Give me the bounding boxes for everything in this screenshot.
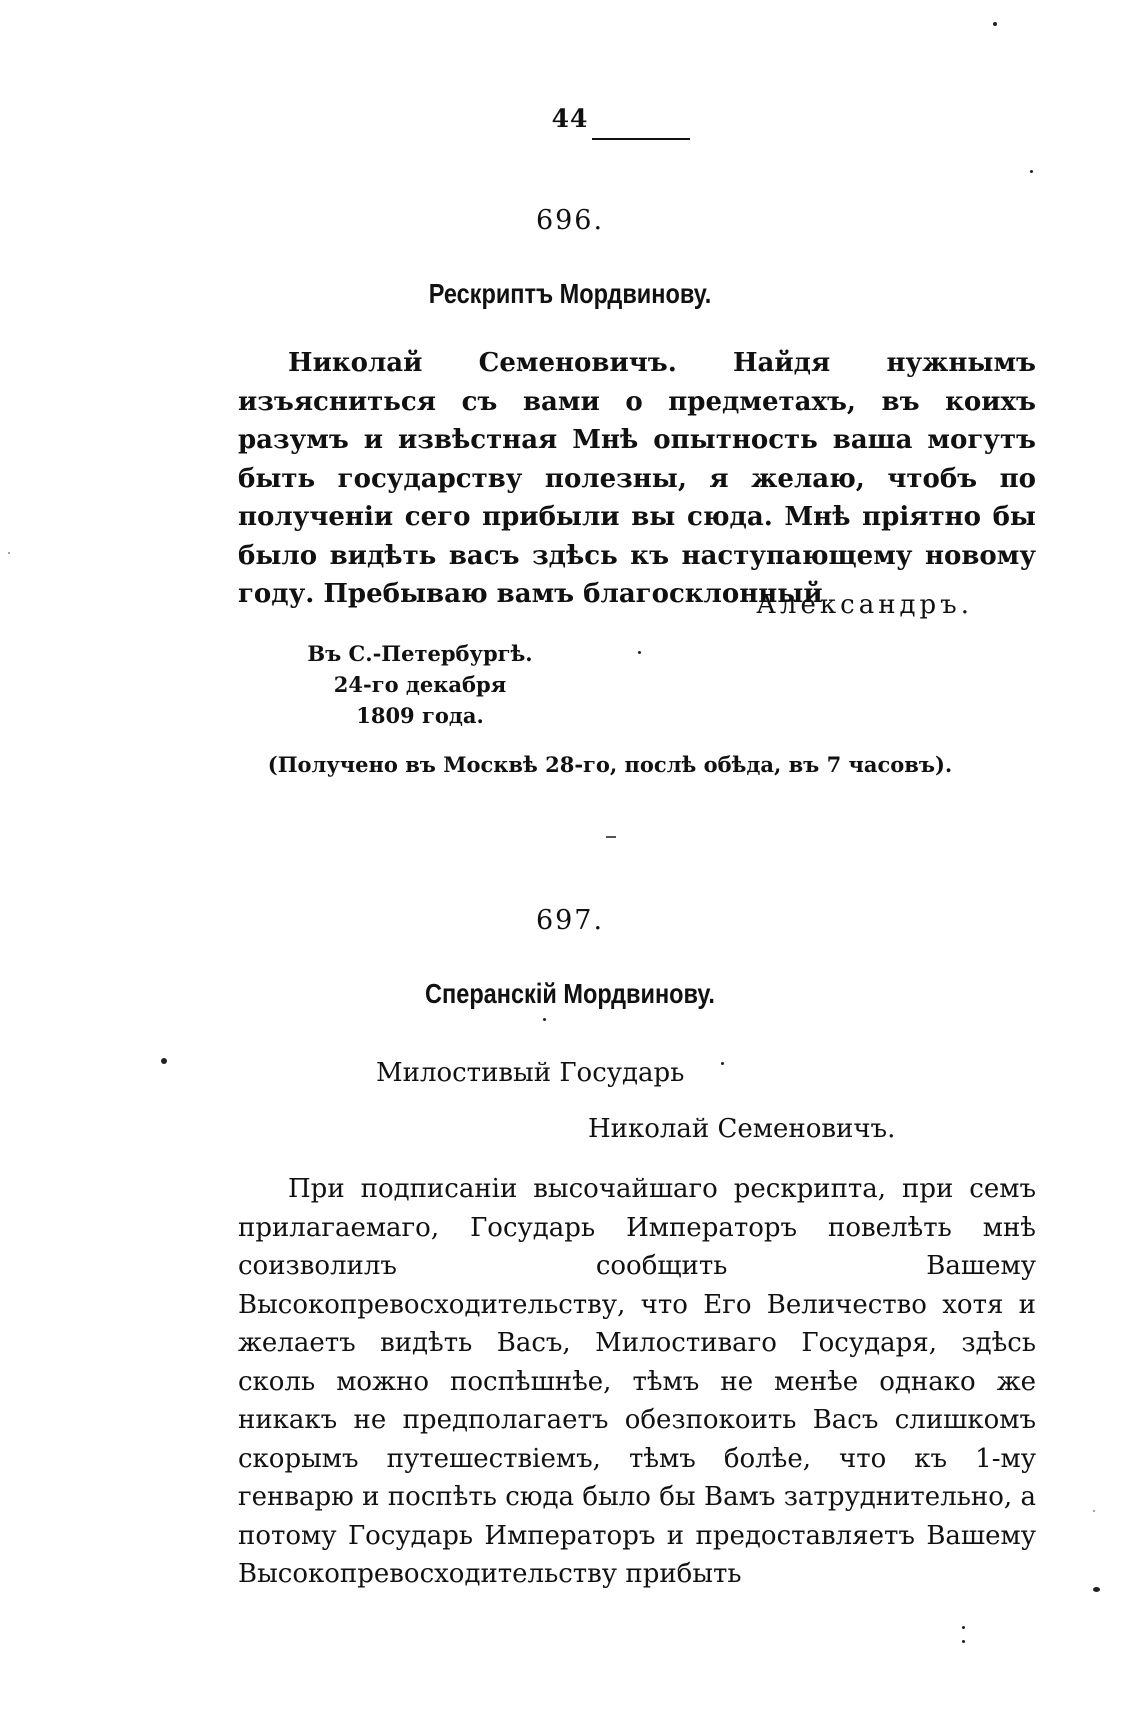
scan-speck <box>543 1018 546 1021</box>
separator-dash <box>606 836 616 838</box>
doc2-title: Сперанскій Мордвинову. <box>425 978 715 1009</box>
scan-speck <box>993 22 997 26</box>
page-number-rule <box>592 138 690 140</box>
doc1-signature: Александръ. <box>756 590 973 620</box>
scan-speck <box>721 1062 724 1065</box>
doc2-body: При подписаніи высочайшаго рескрипта, при семъ прилагаемаго, Государь Императоръ повелѣть мнѣ соизволилъ сообщить Вашему Высокопревосходительству, что Его Величество хотя и желаетъ видѣть Васъ, Милостиваго Государя, здѣсь сколь можно поспѣшнѣе, тѣмъ не менѣе однако же никакъ не предполагаетъ обезпокоить Васъ слишкомъ скорымъ путешествіемъ, тѣмъ болѣе, что къ 1-му генварю и поспѣть сюда было бы Вамъ затруднительно, а потому Государь Императоръ и предоставляетъ Вашему Высокопревосходительству прибыть <box>238 1174 1036 1589</box>
scan-speck <box>1093 1587 1100 1592</box>
scan-speck <box>161 1058 167 1064</box>
scan-speck <box>1093 1510 1095 1512</box>
doc1-received-note: (Получено въ Москвѣ 28-го, послѣ обѣда, въ 7 часовъ). <box>267 752 953 777</box>
doc1-title: Рескриптъ Мордвинову. <box>428 278 712 309</box>
scan-speck <box>638 651 641 654</box>
scan-speck <box>962 1640 965 1643</box>
doc1-place-date <box>290 638 550 731</box>
doc1-year: 1809 года. <box>356 703 484 728</box>
page-number: 44 <box>551 104 589 133</box>
scan-speck <box>8 552 10 554</box>
doc1-number: 696. <box>535 205 605 236</box>
doc2-salutation-line2: Николай Семеновичъ. <box>588 1114 896 1144</box>
doc2-number: 697. <box>535 905 605 936</box>
doc1-date: 24-го декабря <box>333 672 507 697</box>
doc1-body: Николай Семеновичъ. Найдя нужнымъ изъясниться съ вами о предметахъ, въ коихъ разумъ и извѣстная Мнѣ опытность ваша могутъ быть государству полезны, я желаю, чтобъ по полученіи сего прибыли вы сюда. Мнѣ пріятно бы было видѣть васъ здѣсь къ наступающему новому году. Пребываю вамъ благосклонный <box>238 348 1036 609</box>
doc1-place: Въ С.-Петербургѣ. <box>307 641 533 666</box>
scan-speck <box>1030 170 1033 173</box>
scan-speck <box>962 1626 965 1629</box>
doc2-salutation-line1: Милостивый Государь <box>376 1058 685 1088</box>
